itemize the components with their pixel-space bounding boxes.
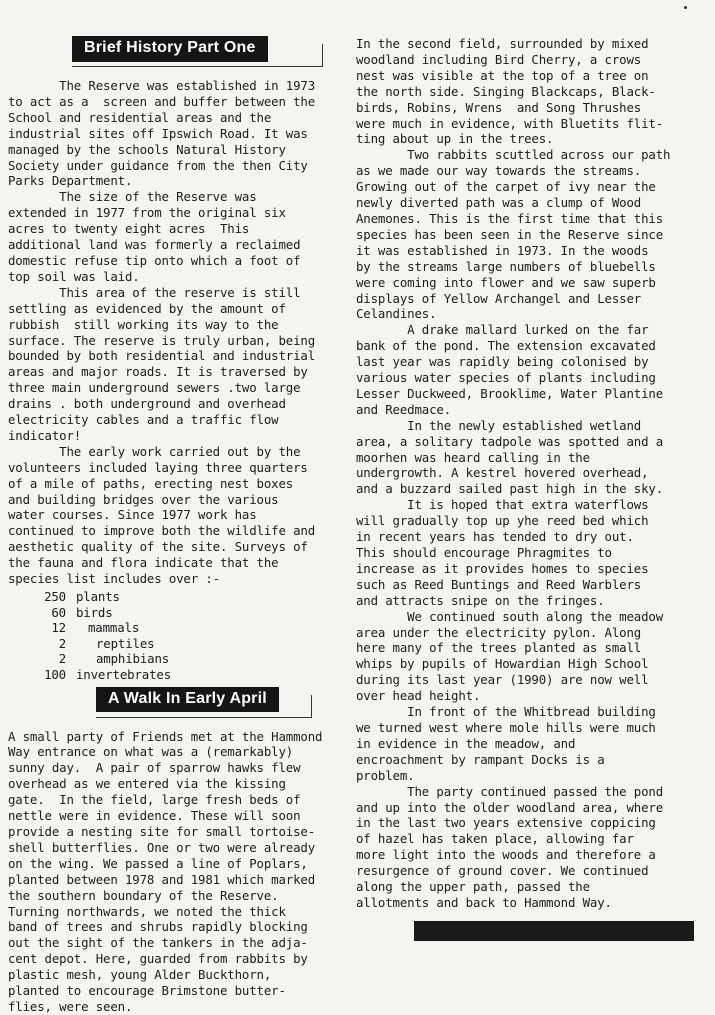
history-paragraph: The size of the Reserve was extended in 1977 from the original six acres to twenty eight acres This additional land was formerly a reclaimed domestic refuse tip onto which a foot of top soil was laid. [8, 189, 301, 284]
section-heading-2-wrap [96, 687, 343, 721]
walk-paragraph: We continued south along the meadow area under the electricity pylon. Along here many of the trees planted as small whips by pupils of Howardian High School during its last year (1990) are now well over head height. [356, 608, 664, 704]
section-heading-history: Brief History Part One [72, 36, 268, 62]
black-bar-decoration [414, 921, 694, 941]
species-count: 60 [51, 604, 66, 620]
species-row [8, 667, 343, 683]
species-name: birds [76, 604, 113, 620]
species-count: 2 [58, 635, 66, 651]
history-paragraph: The early work carried out by the volunteers included laying three quarters of a mile of paths, erecting nest boxes and building bridges over the various water courses. Since 1977 work has continued to improve both the wildlife and aesthetic quality of the site. Surveys of the fauna and flora indicate that the species list includes over :- [8, 443, 316, 587]
walk-paragraph: In the second field, surrounded by mixed woodland including Bird Cherry, a crows nest was visible at the top of a tree on the north side. Singing Blackcaps, Black- birds, Robins, Wrens and Song Thrushes were much in evidence, with Bluetits flit- ting about up in the trees. [356, 36, 664, 147]
speck-mark [684, 6, 687, 9]
species-row [8, 636, 343, 652]
species-row [8, 605, 343, 621]
species-count: 250 [44, 589, 66, 604]
heading-frame [96, 695, 312, 718]
species-name: mammals [88, 620, 140, 636]
species-count: 100 [44, 666, 66, 682]
walk-paragraph: It is hoped that extra waterflows will gradually top up yhe reed bed which in recent years has tended to dry out. This should encourage Phragmites to increase as it provides homes to species such as Reed Buntings and Reed Warblers and attracts snipe on the fringes. [356, 497, 649, 608]
species-count: 2 [58, 651, 66, 667]
species-row [8, 589, 343, 605]
section-heading-walk: A Walk In Early April [96, 687, 279, 713]
walk-paragraph: Two rabbits scuttled across our path as we made our way towards the streams. Growing out of the carpet of ivy near the newly diverted path was a clump of Wood Anemones. This is the first time that this species has been seen in the Reserve since it was established in 1973. In the woods by the streams large numbers of bluebells were coming into flower and we saw superb displays of Yellow Archangel and Lesser Celandines. [356, 147, 671, 322]
right-column [356, 36, 696, 911]
species-row [8, 651, 343, 667]
history-paragraph: This area of the reserve is still settling as evidenced by the amount of rubbish still working its way to the surface. The reserve is truly urban, being bounded by both residential and industrial areas and major roads. It is traversed by three main underground sewers .two large drains . both underground and overhead electricity cables and a traffic flow indicator! [8, 284, 316, 443]
heading-frame [72, 44, 323, 67]
walk-paragraph: The party continued passed the pond and up into the older woodland area, where in the last two years extensive coppicing of hazel has taken place, allowing far more light into the woods and therefore a resurgence of ground cover. We continued along the upper path, passed the allotments and back to Hammond Way. [356, 783, 664, 910]
history-paragraph: The Reserve was established in 1973 to act as a screen and buffer between the School and residential areas and the industrial sites off Ipswich Road. It was managed by the schools Natural History Society under guidance from the then City Parks Department. [8, 78, 316, 189]
species-name: reptiles [96, 635, 155, 651]
walk-paragraph: In front of the Whitbread building we turned west where mole hills were much in evidence in the meadow, and encroachment by rampant Docks is a problem. [356, 704, 656, 783]
species-list [8, 589, 343, 683]
species-count: 12 [51, 620, 66, 636]
species-name: amphibians [96, 651, 170, 667]
walk-paragraph: In the newly established wetland area, a solitary tadpole was spotted and a moorhen was heard calling in the undergrowth. A kestrel hovered overhead, and a buzzard sailed past high in the sky. [356, 417, 664, 497]
walk-paragraph: A drake mallard lurked on the far bank of the pond. The extension excavated last year was rapidly being colonised by various water species of plants including Lesser Duckweed, Brooklime, Water Plantine and Reedmace. [356, 322, 664, 417]
species-name: plants [76, 589, 120, 604]
section-heading-1-wrap [72, 36, 343, 70]
species-row [8, 620, 343, 636]
walk-paragraph: A small party of Friends met at the Hammond Way entrance on what was a (remarkably) sunny day. A pair of sparrow hawks flew overhead as we entered via the kissing gate. In the field, large fresh beds of nettle were in evidence. These will soon provide a nesting site for small tortoise- shell butterflies. One or two were already on the wing. We passed a line of Poplars, planted between 1978 and 1981 which marked the southern boundary of the Reserve. Turning northwards, we noted the thick band of trees and shrubs rapidly blocking out the sight of the tankers in the adja- cent depot. Here, guarded from rabbits by plastic mesh, young Alder Buckthorn, planted to encourage Brimstone butter- flies, were seen. [8, 728, 323, 1014]
species-name: invertebrates [76, 666, 172, 682]
left-column [8, 36, 343, 1015]
